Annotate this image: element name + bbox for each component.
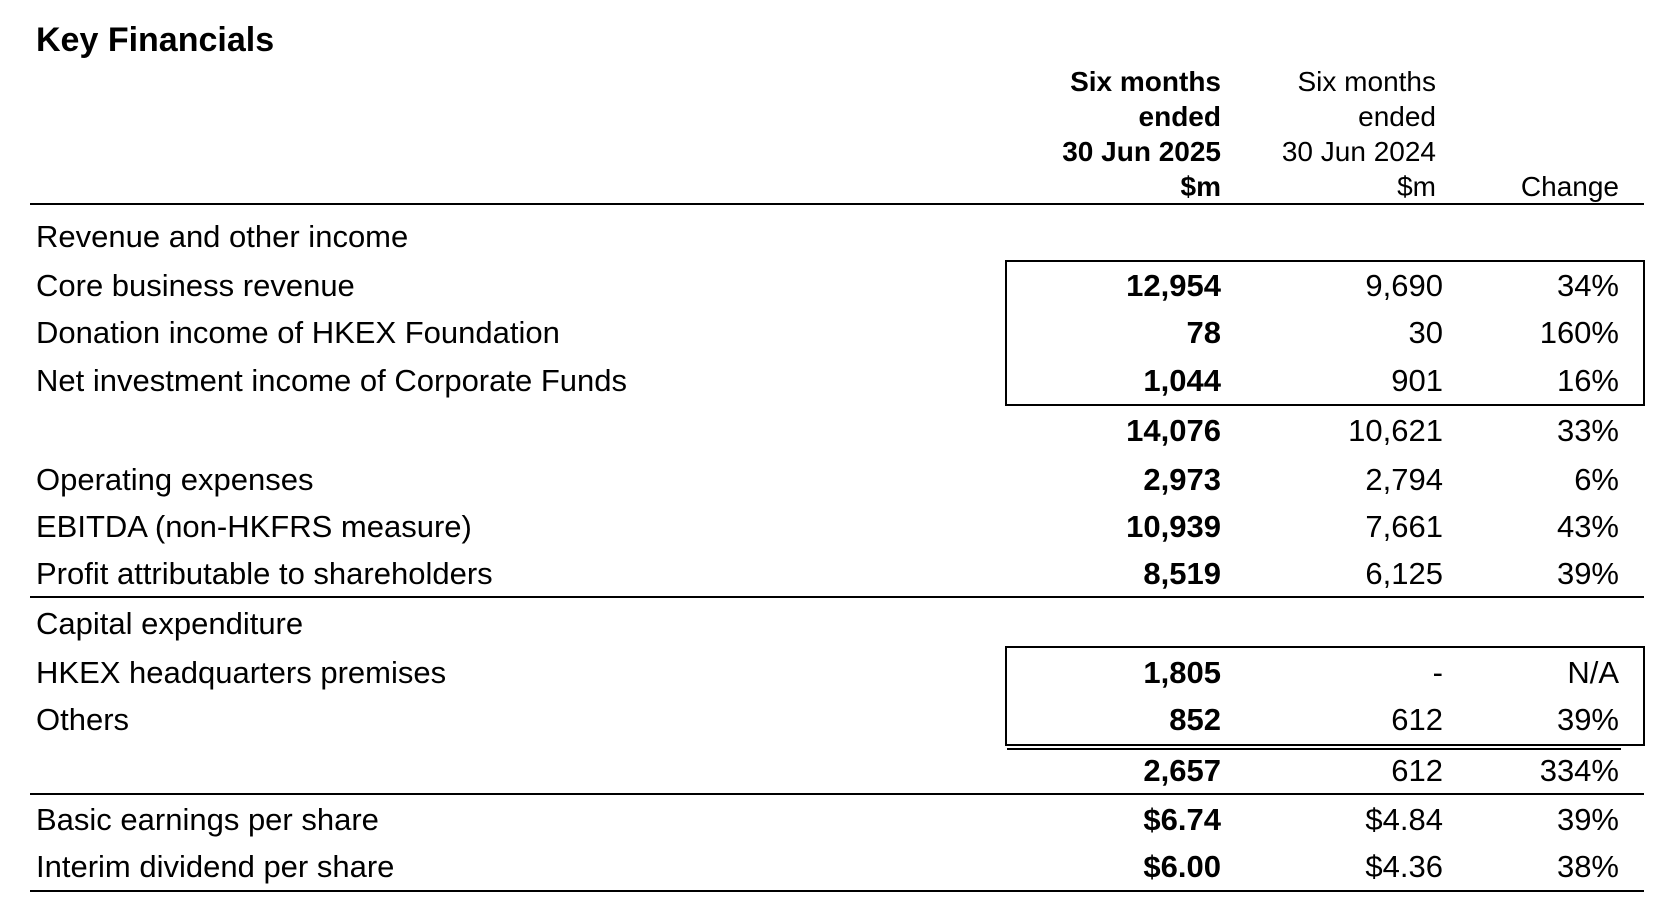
row-label: EBITDA (non-HKFRS measure) bbox=[36, 509, 472, 544]
table-row bbox=[0, 264, 1672, 308]
row-label: Others bbox=[36, 702, 130, 737]
column-header-previous-period: Six months ended 30 Jun 2024 $m bbox=[1281, 66, 1436, 202]
value-current: 1,044 bbox=[1143, 363, 1221, 398]
value-current: 852 bbox=[1169, 702, 1221, 737]
table-row bbox=[0, 698, 1672, 742]
row-label: Donation income of HKEX Foundation bbox=[36, 315, 560, 350]
table-bottom-rule bbox=[30, 890, 1644, 892]
table-row bbox=[0, 215, 1672, 259]
row-label: Profit attributable to shareholders bbox=[36, 556, 493, 591]
section-divider bbox=[30, 596, 1644, 598]
value-change: 16% bbox=[1556, 363, 1619, 398]
table-row bbox=[0, 458, 1672, 502]
value-previous: 901 bbox=[1391, 363, 1443, 398]
value-current: 10,939 bbox=[1126, 509, 1221, 544]
value-previous: 9,690 bbox=[1365, 268, 1443, 303]
value-change: 160% bbox=[1539, 315, 1619, 350]
table-row bbox=[0, 749, 1672, 793]
row-label: Core business revenue bbox=[36, 268, 355, 303]
table-row bbox=[0, 359, 1672, 403]
value-previous: - bbox=[1432, 655, 1443, 690]
value-previous: 612 bbox=[1391, 702, 1443, 737]
value-change: 33% bbox=[1556, 413, 1619, 448]
column-header-current-period: Six months ended 30 Jun 2025 $m bbox=[1062, 66, 1221, 202]
row-label: Revenue and other income bbox=[36, 219, 409, 254]
value-current: $6.74 bbox=[1143, 802, 1221, 837]
value-change: 39% bbox=[1556, 702, 1619, 737]
value-current: 1,805 bbox=[1143, 655, 1221, 690]
value-previous: 7,661 bbox=[1365, 509, 1443, 544]
value-change: 34% bbox=[1556, 268, 1619, 303]
value-change: 39% bbox=[1556, 802, 1619, 837]
section-divider bbox=[30, 793, 1644, 795]
header-divider bbox=[30, 203, 1644, 205]
row-label: Capital expenditure bbox=[36, 606, 304, 641]
row-label: Net investment income of Corporate Funds bbox=[36, 363, 627, 398]
table-row bbox=[0, 602, 1672, 646]
column-header-change: Change bbox=[1520, 171, 1619, 202]
value-current: $6.00 bbox=[1143, 849, 1221, 884]
value-current: 78 bbox=[1186, 315, 1221, 350]
value-change: 43% bbox=[1556, 509, 1619, 544]
row-label: Basic earnings per share bbox=[36, 802, 379, 837]
value-current: 12,954 bbox=[1126, 268, 1221, 303]
page-title: Key Financials bbox=[36, 21, 275, 59]
table-row bbox=[0, 552, 1672, 596]
value-previous: 612 bbox=[1391, 753, 1443, 788]
value-current: 14,076 bbox=[1126, 413, 1221, 448]
table-row bbox=[0, 651, 1672, 695]
table-row bbox=[0, 505, 1672, 549]
value-previous: $4.84 bbox=[1365, 802, 1443, 837]
value-current: 2,973 bbox=[1143, 462, 1221, 497]
row-label: Interim dividend per share bbox=[36, 849, 395, 884]
value-previous: 10,621 bbox=[1348, 413, 1443, 448]
value-current: 8,519 bbox=[1143, 556, 1221, 591]
value-change: 334% bbox=[1539, 753, 1619, 788]
value-previous: 6,125 bbox=[1365, 556, 1443, 591]
value-change: 6% bbox=[1574, 462, 1619, 497]
table-row bbox=[0, 845, 1672, 889]
value-change: N/A bbox=[1567, 655, 1619, 690]
table-row bbox=[0, 311, 1672, 355]
row-label: HKEX headquarters premises bbox=[36, 655, 447, 690]
value-previous: 30 bbox=[1408, 315, 1443, 350]
table-row bbox=[0, 798, 1672, 842]
value-current: 2,657 bbox=[1143, 753, 1221, 788]
table-row bbox=[0, 409, 1672, 453]
value-previous: $4.36 bbox=[1365, 849, 1443, 884]
value-previous: 2,794 bbox=[1365, 462, 1443, 497]
value-change: 39% bbox=[1556, 556, 1619, 591]
value-change: 38% bbox=[1556, 849, 1619, 884]
row-label: Operating expenses bbox=[36, 462, 314, 497]
